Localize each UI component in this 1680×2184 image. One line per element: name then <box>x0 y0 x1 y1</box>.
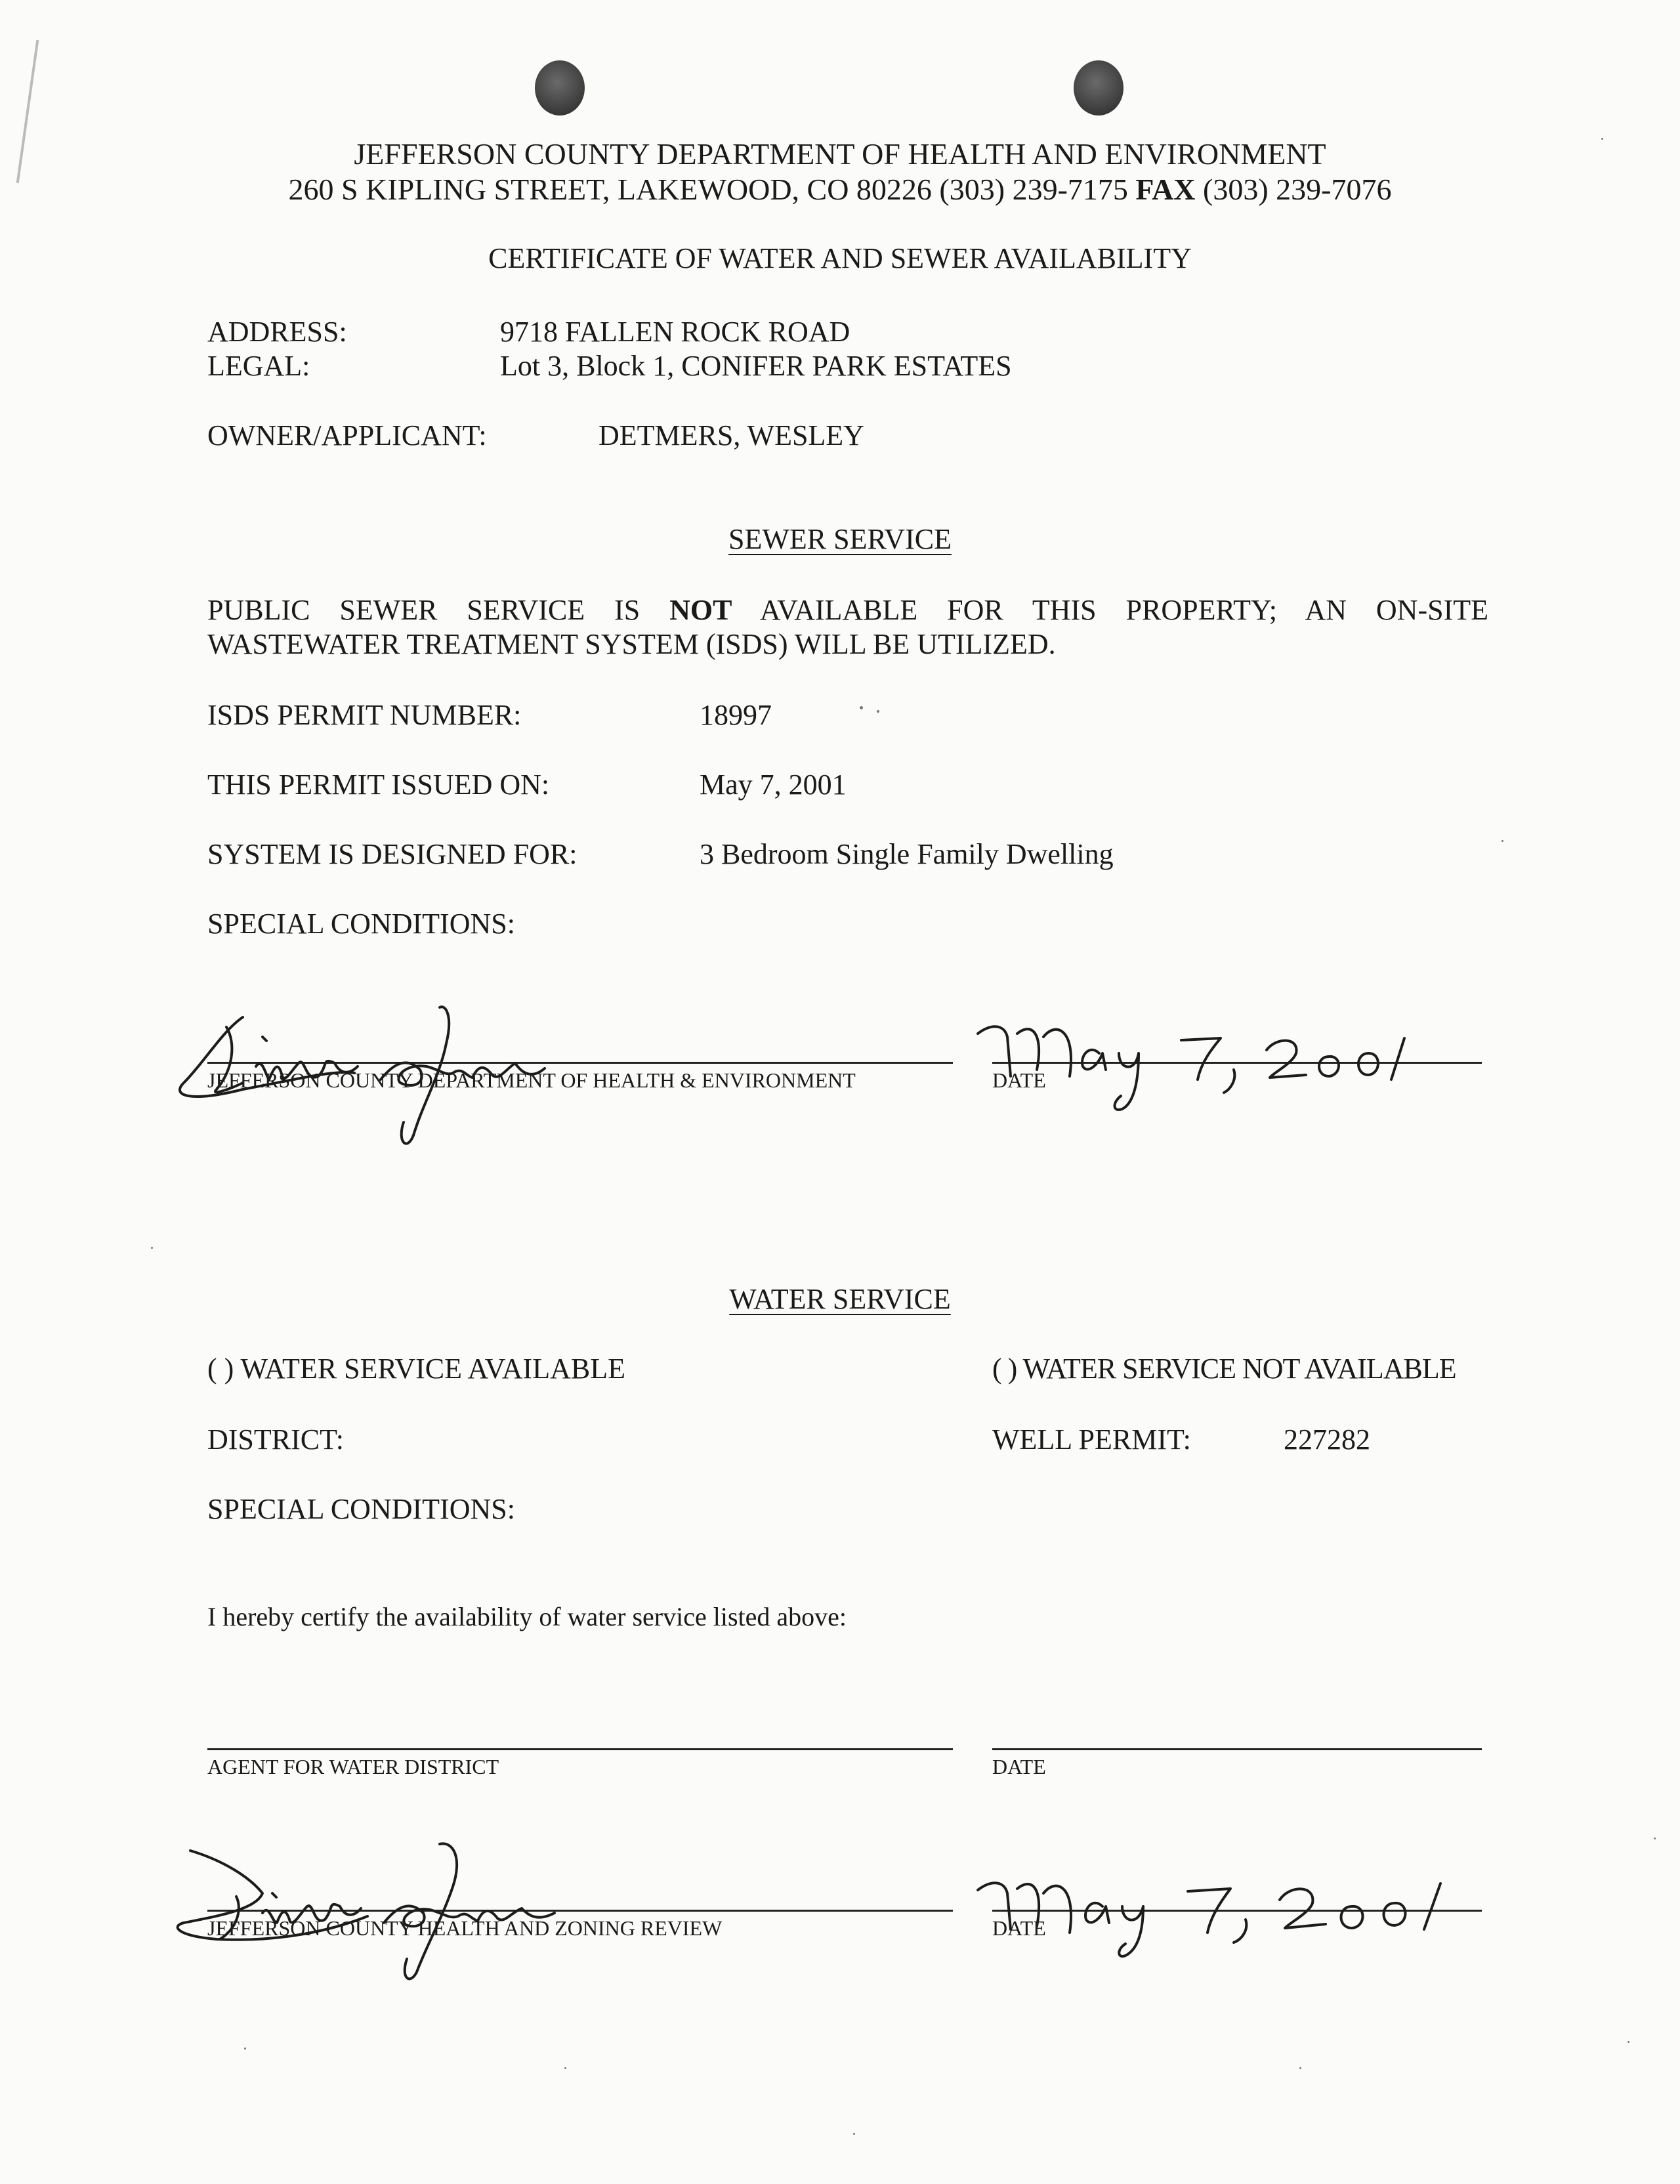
sewer-statement-not: NOT <box>669 594 732 626</box>
sewer-handwritten-date <box>971 998 1431 1116</box>
legal-label: LEGAL: <box>207 350 310 382</box>
punch-hole-left <box>535 60 585 116</box>
owner-value: DETMERS, WESLEY <box>598 419 864 452</box>
water-special-conditions-label: SPECIAL CONDITIONS: <box>207 1493 515 1525</box>
certify-statement: I hereby certify the availability of water service listed above: <box>207 1602 847 1631</box>
review-caption: JEFFERSON COUNTY HEALTH AND ZONING REVIEW <box>207 1916 723 1940</box>
scan-speck <box>1299 2067 1301 2069</box>
scan-speck <box>564 2067 566 2069</box>
sewer-statement-line1 <box>207 593 1488 627</box>
scan-speck <box>244 2048 246 2049</box>
issued-value: May 7, 2001 <box>700 768 847 801</box>
address-value: 9718 FALLEN ROCK ROAD <box>500 316 850 348</box>
scan-speck <box>151 1247 153 1249</box>
punch-hole-right <box>1074 60 1124 116</box>
sewer-signature <box>164 991 637 1155</box>
sewer-statement-line2: WASTEWATER TREATMENT SYSTEM (ISDS) WILL BE UTILIZED. <box>207 628 1056 660</box>
review-date-label: DATE <box>992 1916 1046 1940</box>
scan-speck <box>860 706 863 709</box>
scan-speck <box>877 710 879 713</box>
sewer-date-label: DATE <box>992 1068 1046 1092</box>
agency-address-line: 260 S KIPLING STREET, LAKEWOOD, CO 80226 (303) 239-7175 <box>288 173 1136 206</box>
permit-number-value: 18997 <box>700 699 772 731</box>
review-handwritten-date <box>971 1844 1457 1962</box>
review-signature <box>164 1831 637 1988</box>
agent-date-label: DATE <box>992 1755 1046 1778</box>
water-heading: WATER SERVICE <box>729 1283 951 1315</box>
scan-speck <box>1601 138 1603 140</box>
scan-speck <box>853 2133 855 2135</box>
designed-value: 3 Bedroom Single Family Dwelling <box>700 838 1114 870</box>
designed-label: SYSTEM IS DESIGNED FOR: <box>207 838 578 870</box>
scan-speck <box>1654 1838 1656 1839</box>
water-available-checkbox[interactable]: ( ) WATER SERVICE AVAILABLE <box>207 1353 625 1385</box>
sewer-statement-part1: PUBLIC SEWER SERVICE IS <box>207 594 670 626</box>
sewer-special-conditions-label: SPECIAL CONDITIONS: <box>207 908 515 940</box>
water-not-available-checkbox[interactable]: ( ) WATER SERVICE NOT AVAILABLE <box>992 1353 1456 1385</box>
agency-address <box>0 172 1680 207</box>
fax-number: (303) 239-7076 <box>1195 173 1392 206</box>
issued-label: THIS PERMIT ISSUED ON: <box>207 768 550 801</box>
address-label: ADDRESS: <box>207 316 347 348</box>
agency-name: JEFFERSON COUNTY DEPARTMENT OF HEALTH AND ENVIRONMENT <box>354 137 1326 171</box>
scan-speck <box>1502 840 1503 842</box>
scan-speck <box>1628 2041 1629 2043</box>
well-permit-value: 227282 <box>1284 1423 1370 1456</box>
well-permit-label: WELL PERMIT: <box>992 1423 1191 1456</box>
permit-number-label: ISDS PERMIT NUMBER: <box>207 699 522 731</box>
sewer-statement-part2: AVAILABLE FOR THIS PROPERTY; AN ON-SITE <box>732 594 1488 626</box>
fax-label: FAX <box>1135 173 1196 206</box>
agent-date-line <box>992 1748 1482 1750</box>
agent-caption: AGENT FOR WATER DISTRICT <box>207 1755 499 1778</box>
legal-value: Lot 3, Block 1, CONIFER PARK ESTATES <box>500 350 1012 382</box>
district-label: DISTRICT: <box>207 1423 345 1456</box>
sewer-signature-caption: JEFFERSON COUNTY DEPARTMENT OF HEALTH & ENVIRONMENT <box>207 1068 856 1092</box>
owner-label: OWNER/APPLICANT: <box>207 419 487 452</box>
certificate-title: CERTIFICATE OF WATER AND SEWER AVAILABILITY <box>488 242 1192 274</box>
sewer-heading: SEWER SERVICE <box>728 523 952 555</box>
agent-signature-line <box>207 1748 953 1750</box>
